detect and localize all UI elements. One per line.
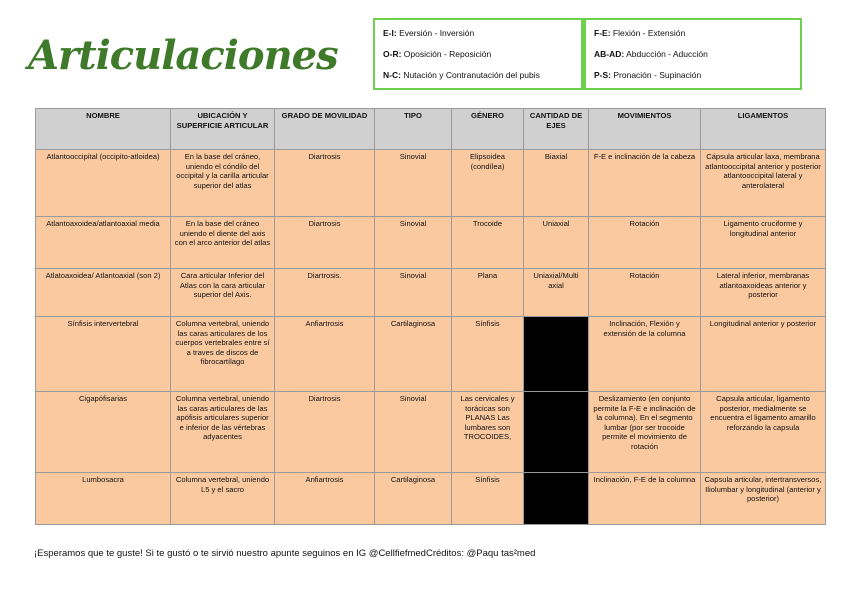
table-cell: Sínfisis <box>452 473 524 525</box>
column-header: CANTIDAD DE EJES <box>524 109 589 150</box>
table-cell: Cartilaginosa <box>375 473 452 525</box>
table-cell: En la base del cráneo, uniendo el cóndilo del occipital y la carilla articular superior del atlas <box>171 150 275 217</box>
table-cell: Columna vertebral, uniendo las caras articulares de las apófisis articulares superior e inferior de las vértebras adyacentes <box>171 392 275 473</box>
table-cell: Atlantoaxoidea/atlantoaxial media <box>36 217 171 269</box>
blocked-cell <box>524 317 589 392</box>
legend-item <box>383 70 573 80</box>
table-cell: Diartrosis <box>275 217 375 269</box>
legend-item <box>383 49 573 59</box>
table-cell: Deslizamiento (en conjunto permite la F-E e inclinación de la columna). En el segmento lumbar (por ser trocoide permite el movimiento de rotación <box>589 392 701 473</box>
table-cell: Plana <box>452 269 524 317</box>
table-cell: Rotación <box>589 217 701 269</box>
table-cell: Las cervicales y torácicas son PLANAS Las lumbares son TROCOIDES, <box>452 392 524 473</box>
table-cell: Sinovial <box>375 392 452 473</box>
table-row <box>36 217 826 269</box>
legend-box-left <box>373 18 583 90</box>
legend-abbr: O-R: <box>383 48 402 59</box>
table-header-row <box>36 109 826 150</box>
legend-item <box>383 28 573 38</box>
column-header: TIPO <box>375 109 452 150</box>
legend-item <box>594 49 792 59</box>
table-cell: Sinovial <box>375 269 452 317</box>
table-cell: Columna vertebral, uniendo L5 y el sacro <box>171 473 275 525</box>
table-cell: Atlantooccipital (occipito-atloidea) <box>36 150 171 217</box>
column-header: LIGAMENTOS <box>701 109 826 150</box>
legend-text: Nutación y Contranutación del pubis <box>400 69 540 80</box>
table-cell: Capsula articular, ligamento posterior, medialmente se encuentra el ligamento amarillo reforzando la capsula <box>701 392 826 473</box>
table-cell: Uniaxial/Multi axial <box>524 269 589 317</box>
table-cell: Capsula articular, intertransversos, Iliolumbar y longitudinal (anterior y posterior) <box>701 473 826 525</box>
table-cell: Uniaxial <box>524 217 589 269</box>
table-cell: Diartrosis. <box>275 269 375 317</box>
table-cell: Sínfisis intervertebral <box>36 317 171 392</box>
table-cell: Anfiartrosis <box>275 473 375 525</box>
column-header: GRADO DE MOVILIDAD <box>275 109 375 150</box>
legend-text: Pronación - Supinación <box>611 69 702 80</box>
legend-text: Abducción - Aducción <box>624 48 708 59</box>
table-cell: Cara articular Inferior del Atlas con la cara articular superior del Axis. <box>171 269 275 317</box>
table-cell: Lateral inferior, membranas atlantoaxoideas anterior y posterior <box>701 269 826 317</box>
table-cell: Trocoide <box>452 217 524 269</box>
table-cell: Sinovial <box>375 150 452 217</box>
table-cell: Elipsoidea (condílea) <box>452 150 524 217</box>
table-cell: Atlatoaxoidea/ Atlantoaxial (son 2) <box>36 269 171 317</box>
blocked-cell <box>524 392 589 473</box>
legend-box-right <box>583 18 802 90</box>
page-title: Articulaciones <box>28 32 338 79</box>
table-row <box>36 317 826 392</box>
legend-text: Oposición - Reposición <box>401 48 492 59</box>
table-row <box>36 473 826 525</box>
table-cell: Diartrosis <box>275 392 375 473</box>
column-header: GÉNERO <box>452 109 524 150</box>
joints-table <box>35 108 826 525</box>
legend-abbr: P-S: <box>594 69 611 80</box>
table-cell: Longitudinal anterior y posterior <box>701 317 826 392</box>
blocked-cell <box>524 473 589 525</box>
table-cell: F-E e inclinación de la cabeza <box>589 150 701 217</box>
table-cell: Anfiartrosis <box>275 317 375 392</box>
table-cell: Cápsula articular laxa, membrana atlantooccipital anterior y posterior atlantooccipital lateral y anterolateral <box>701 150 826 217</box>
legend-item <box>594 70 792 80</box>
table-row <box>36 392 826 473</box>
table-row <box>36 150 826 217</box>
table-cell: Cigapófisarias <box>36 392 171 473</box>
legend-abbr: N-C: <box>383 69 401 80</box>
legend-abbr: F-E: <box>594 28 611 39</box>
legend-item <box>594 28 792 38</box>
legend-text: Eversión - Inversión <box>396 28 475 39</box>
table-cell: Cartilaginosa <box>375 317 452 392</box>
column-header: MOVIMIENTOS <box>589 109 701 150</box>
table-cell: Inclinación, Flexión y extensión de la columna <box>589 317 701 392</box>
table-cell: Diartrosis <box>275 150 375 217</box>
table-cell: Biaxial <box>524 150 589 217</box>
legend-abbr: E-I: <box>383 28 397 39</box>
table-cell: Sinovial <box>375 217 452 269</box>
table-cell: Ligamento cruciforme y longitudinal anterior <box>701 217 826 269</box>
footer-note: ¡Esperamos que te guste! Si te gustó o te sirvió nuestro apunte seguinos en IG @CellfiefmedCréditos: @Paqu tas²med <box>34 548 536 559</box>
column-header: NOMBRE <box>36 109 171 150</box>
table-cell: Lumbosacra <box>36 473 171 525</box>
legend-abbr: AB-AD: <box>594 48 625 59</box>
table-cell: Inclinación, F-E de la columna <box>589 473 701 525</box>
table-cell: En la base del cráneo uniendo el diente del axis con el arco anterior del atlas <box>171 217 275 269</box>
column-header: UBICACIÓN Y SUPERFICIE ARTICULAR <box>171 109 275 150</box>
legend-text: Flexión - Extensión <box>610 28 686 39</box>
table-cell: Columna vertebral, uniendo las caras articulares de los cuerpos vertebrales entre sí a traves de discos de fibrocartílago <box>171 317 275 392</box>
table-cell: Sínfisis <box>452 317 524 392</box>
table-cell: Rotación <box>589 269 701 317</box>
table-row <box>36 269 826 317</box>
